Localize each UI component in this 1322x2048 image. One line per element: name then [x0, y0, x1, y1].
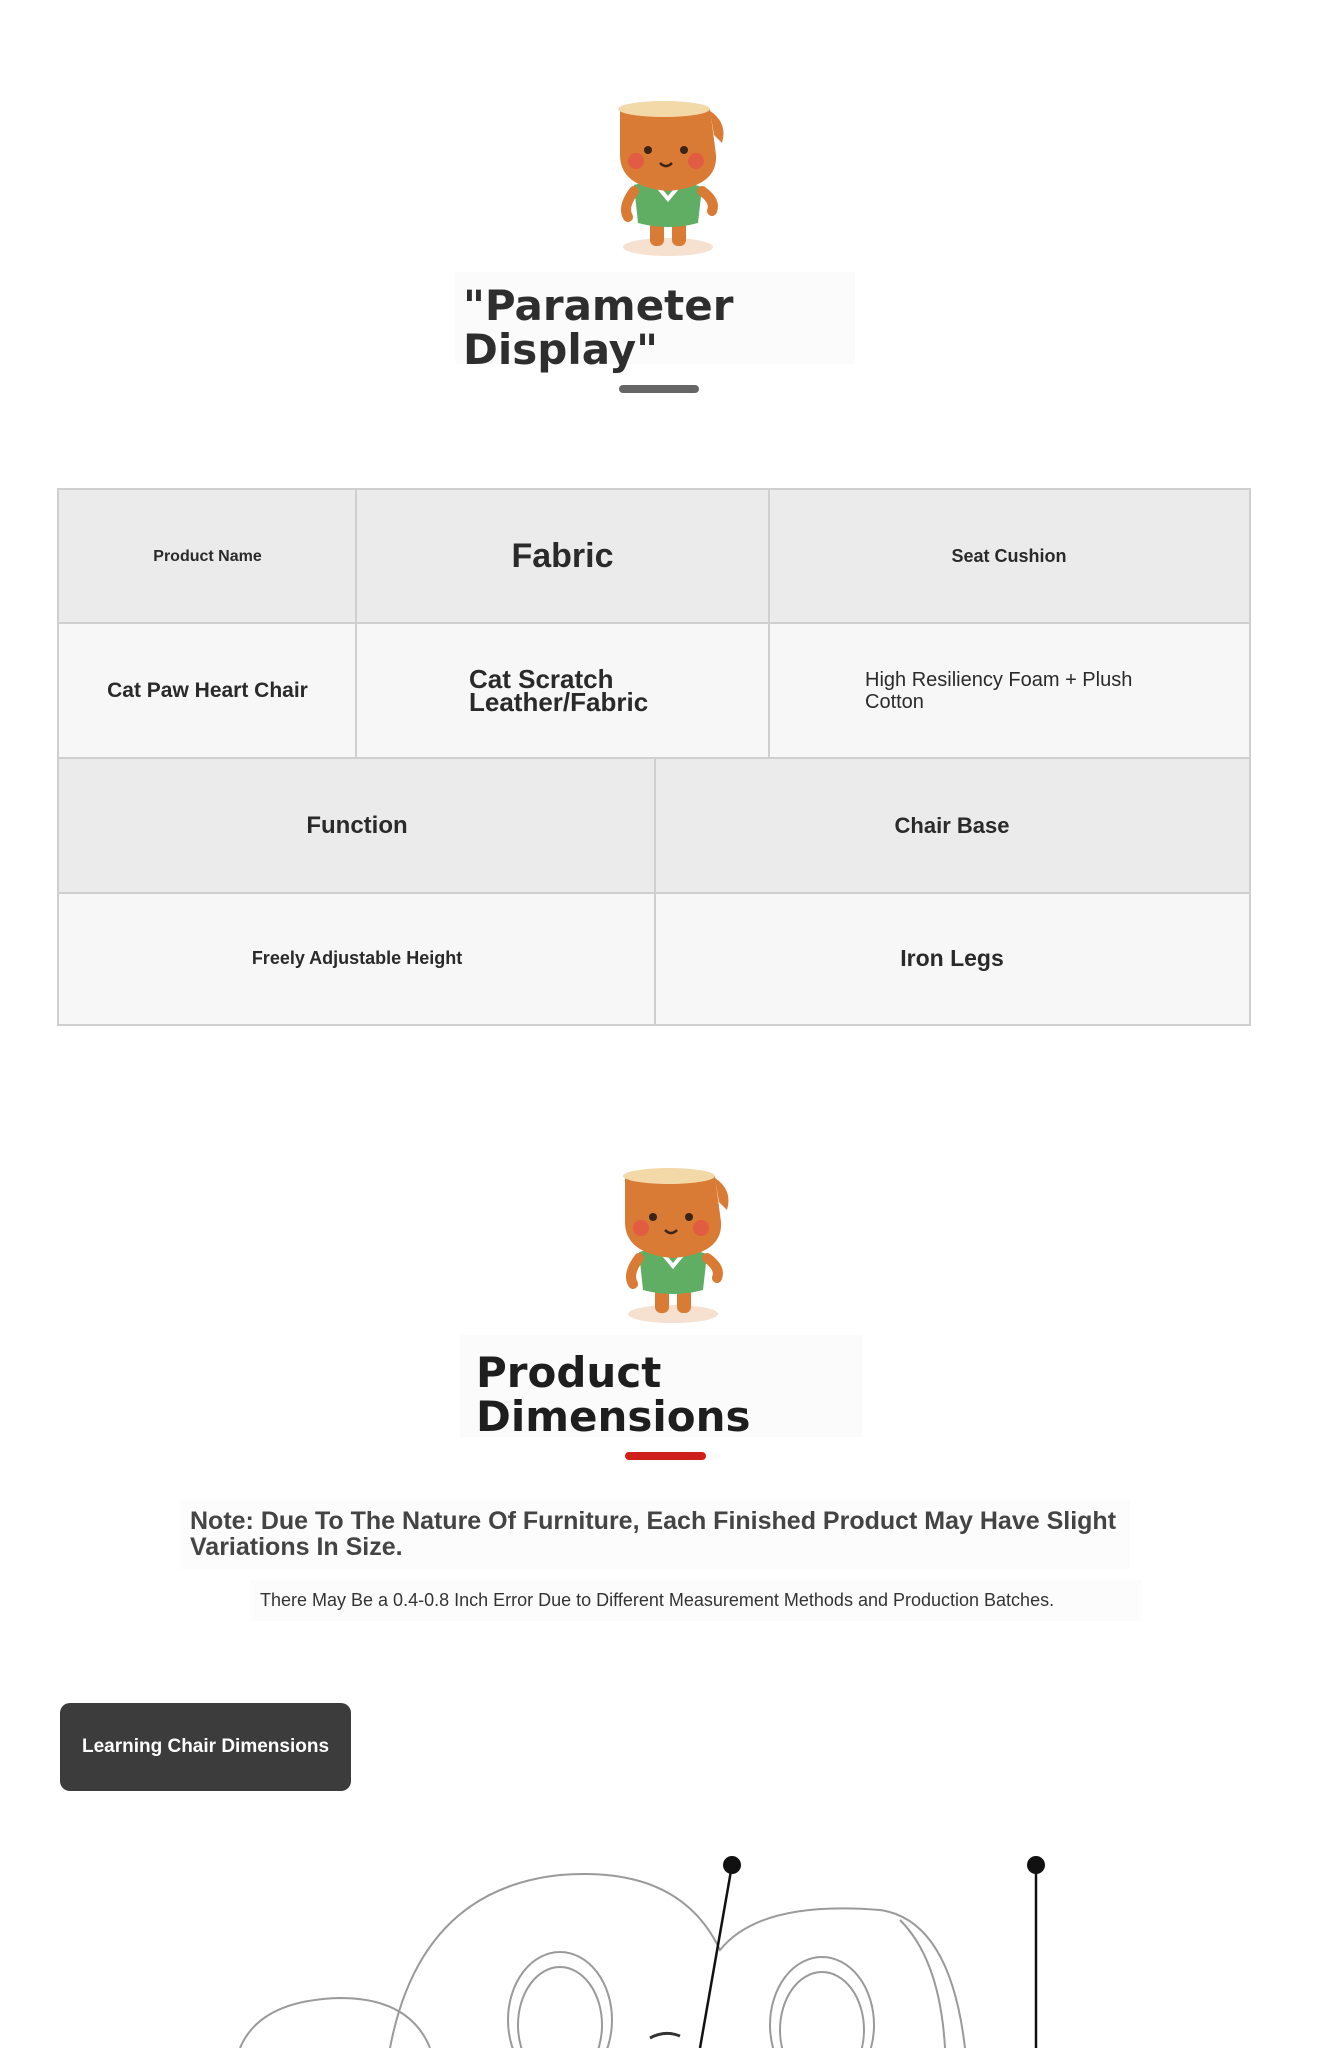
parameter-table — [57, 488, 1251, 1026]
cell-text-line-1: Cat Scratch — [469, 664, 614, 695]
table-divider — [654, 758, 656, 1024]
cell-text: Chair Base — [894, 812, 1010, 838]
cell-text: Freely Adjustable Height — [251, 948, 463, 968]
header-seat-cushion — [769, 490, 1249, 623]
cell-text: Cat Paw Heart Chair — [107, 678, 308, 702]
header-product-name — [59, 490, 356, 623]
error-note — [250, 1580, 1142, 1621]
note-line-2: Variations In Size. — [190, 1533, 403, 1562]
cell-text: Fabric — [511, 537, 614, 575]
cell-text: Seat Cushion — [951, 546, 1067, 566]
title-underline — [625, 1452, 706, 1460]
value-fabric — [356, 623, 769, 758]
learning-chair-dimensions-button[interactable] — [60, 1703, 351, 1791]
title-line-1: Product — [476, 1348, 662, 1397]
mascot-image — [598, 95, 738, 260]
table-divider — [59, 622, 1249, 624]
value-product-name — [59, 623, 356, 758]
value-function — [59, 893, 655, 1024]
table-divider — [768, 490, 770, 758]
table-divider — [355, 490, 357, 758]
cell-text-line-2: Leather/Fabric — [469, 686, 649, 717]
header-chair-base — [655, 758, 1249, 893]
title-line-2: Display" — [463, 325, 659, 375]
note-text: There May Be a 0.4-0.8 Inch Error Due to Different Measurement Methods and Production Batches. — [260, 1590, 1055, 1610]
cell-text-line-1: High Resiliency Foam + Plush — [865, 668, 1133, 691]
value-seat-cushion — [769, 623, 1249, 758]
cell-text: Product Name — [153, 547, 262, 565]
title-line-1: "Parameter — [463, 281, 734, 330]
section-title-parameter-display — [455, 272, 855, 375]
chair-outline-drawing — [0, 1820, 1322, 2048]
header-fabric — [356, 490, 769, 623]
header-function — [59, 758, 655, 893]
mascot-image — [603, 1162, 743, 1327]
note-line-1: Note: Due To The Nature Of Furniture, Each Finished Product May Have Slight — [190, 1507, 1117, 1535]
cell-text: Function — [306, 811, 408, 839]
cell-text: Iron Legs — [900, 945, 1004, 971]
title-line-2: Dimensions — [476, 1392, 751, 1442]
button-label: Learning Chair Dimensions — [81, 1736, 330, 1757]
section-title-product-dimensions — [460, 1335, 862, 1442]
value-chair-base — [655, 893, 1249, 1024]
size-note — [180, 1500, 1130, 1569]
cell-text-line-2: Cotton — [865, 690, 924, 713]
title-underline — [619, 385, 699, 393]
